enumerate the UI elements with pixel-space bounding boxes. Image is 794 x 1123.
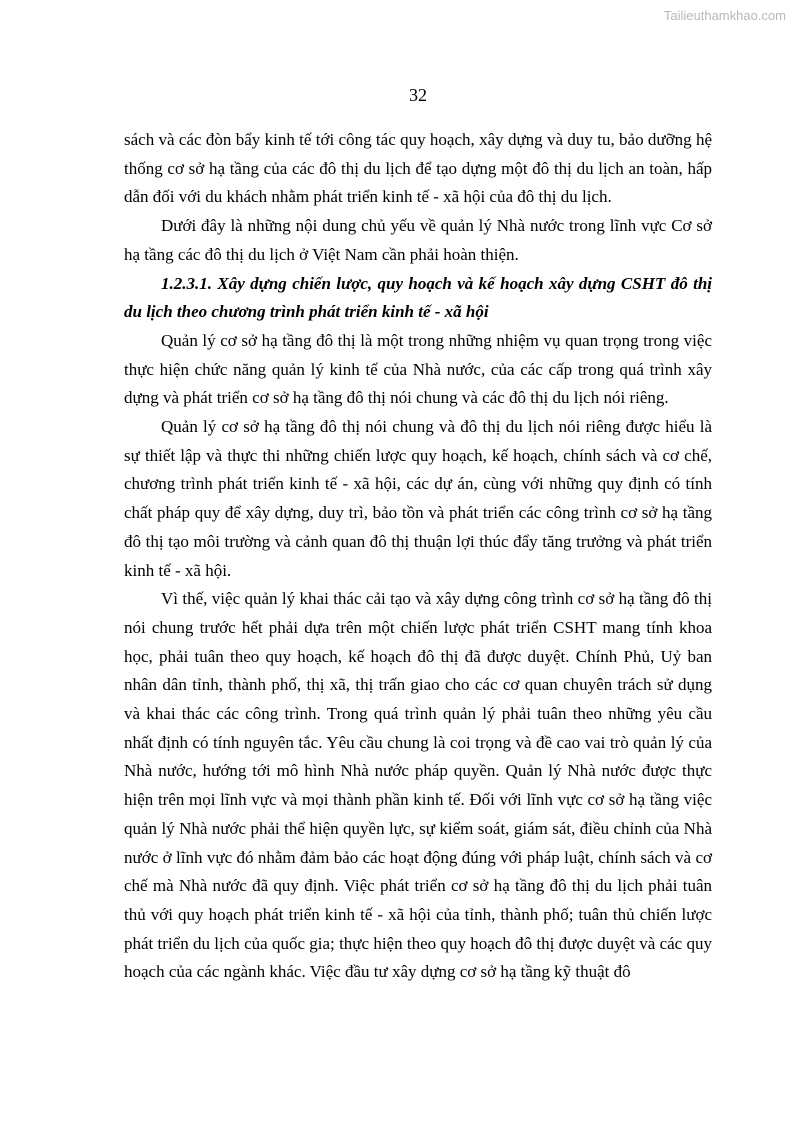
paragraph: Dưới đây là những nội dung chủ yếu về quản lý Nhà nước trong lĩnh vực Cơ sở hạ tầng các đô thị du lịch ở Việt Nam cần phải hoàn thiện. (124, 216, 712, 264)
paragraph: Quản lý cơ sở hạ tầng đô thị là một trong những nhiệm vụ quan trọng trong việc thực hiện chức năng quản lý kinh tế của Nhà nước, của các cấp trong quá trình xây dựng và phát triển cơ sở hạ tầng đô thị nói chung và các đô thị du lịch nói riêng. (124, 330, 712, 408)
page-number: 32 (409, 85, 427, 105)
paragraph: Quản lý cơ sở hạ tầng đô thị nói chung và đô thị du lịch nói riêng được hiểu là sự thiết lập và thực thi những chiến lược quy hoạch, kế hoạch, chính sách và cơ chế, chương trình phát triển kinh tế - xã hội, các dự án, cùng với những quy định có tính chất pháp quy để xây dựng, duy trì, bảo tồn và phát triển các công trình cơ sở hạ tầng đô thị tạo môi trường và cảnh quan đô thị thuận lợi thúc đẩy tăng trưởng và phát triển kinh tế - xã hội. (124, 417, 712, 580)
watermark-text: Tailieuthamkhao.com (663, 8, 786, 23)
section-heading: 1.2.3.1. Xây dựng chiến lược, quy hoạch và kế hoạch xây dựng CSHT đô thị du lịch theo chương trình phát triển kinh tế - xã hội (124, 273, 712, 322)
document-body (124, 126, 712, 987)
paragraph: Vì thế, việc quản lý khai thác cải tạo và xây dựng công trình cơ sở hạ tầng đô thị nói chung trước hết phải dựa trên một chiến lược phát triển CSHT mang tính khoa học, phải tuân theo quy hoạch, kế hoạch đô thị đã được duyệt. Chính Phủ, Uỷ ban nhân dân tỉnh, thành phố, thị xã, thị trấn giao cho các cơ quan chuyên trách sử dụng và khai thác các công trình. Trong quá trình quản lý phải tuân theo những yêu cầu nhất định có tính nguyên tắc. Yêu cầu chung là coi trọng và đề cao vai trò quản lý của Nhà nước, hướng tới mô hình Nhà nước pháp quyền. Quản lý Nhà nước được thực hiện trên mọi lĩnh vực và mọi thành phần kinh tế. Đối với lĩnh vực cơ sở hạ tầng việc quản lý Nhà nước phải thể hiện quyền lực, sự kiểm soát, giám sát, điều chỉnh của Nhà nước ở lĩnh vực đó nhằm đảm bảo các hoạt động đúng với pháp luật, chính sách và cơ chế mà Nhà nước đã quy định. Việc phát triển cơ sở hạ tầng đô thị du lịch phải tuân thủ với quy hoạch phát triển kinh tế - xã hội của tỉnh, thành phố; tuân thủ chiến lược phát triển du lịch của quốc gia; thực hiện theo quy hoạch đô thị được duyệt và các quy hoạch của các ngành khác. Việc đầu tư xây dựng cơ sở hạ tầng kỹ thuật đô (124, 589, 712, 982)
paragraph-continued: sách và các đòn bẩy kinh tế tới công tác quy hoạch, xây dựng và duy tu, bảo dưỡng hệ thống cơ sở hạ tầng của các đô thị du lịch để tạo dựng một đô thị du lịch an toàn, hấp dẫn đối với du khách nhằm phát triển kinh tế - xã hội của đô thị du lịch. (124, 130, 712, 207)
